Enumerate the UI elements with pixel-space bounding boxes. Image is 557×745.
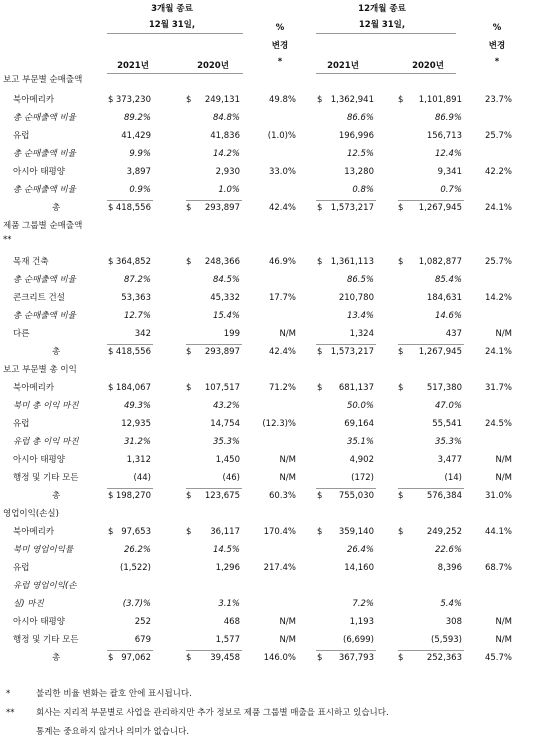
header-three-month-l2: 12월 31일, (148, 20, 196, 30)
currency-sign: $ (317, 347, 323, 357)
value-cell: 12.5% (346, 149, 374, 159)
total-rule (107, 344, 153, 345)
pct-change-cell: 60.3% (268, 491, 296, 501)
value-cell: 14.6% (434, 311, 462, 321)
header-rule (107, 33, 243, 34)
currency-sign: $ (398, 95, 404, 105)
currency-sign: $ (317, 491, 323, 501)
value-cell: 35.3% (434, 437, 462, 447)
year-header-2020: 2020년 (412, 61, 444, 71)
row-label: 총 순매출액 비율 (13, 311, 76, 321)
value-cell: 47.0% (434, 401, 462, 411)
header-twelve-month-l2: 12월 31일, (358, 20, 406, 30)
value-cell: 45,332 (210, 293, 240, 303)
row-label: 목재 건축 (13, 257, 49, 267)
row-label: 총 (52, 491, 61, 501)
value-cell: 1,573,217 (330, 347, 374, 357)
header-rule (316, 33, 456, 34)
currency-sign: $ (398, 653, 404, 663)
row-label: 다른 (13, 329, 30, 339)
section-heading: 영업이익(손실) (3, 509, 59, 519)
currency-sign: $ (108, 203, 114, 213)
pct-change-cell: 68.7% (484, 563, 512, 573)
value-cell: 43.2% (212, 401, 240, 411)
pct-change-cell: 49.8% (268, 95, 296, 105)
total-rule (398, 200, 464, 201)
section-heading: 보고 부문별 총 이익 (3, 365, 77, 375)
row-label: 행정 및 기타 모든 (13, 473, 79, 483)
value-cell: 84.8% (212, 113, 240, 123)
value-cell: 0.8% (352, 185, 374, 195)
footnote-text: 불리한 비율 변화는 괄호 안에 표시됩니다. (36, 689, 192, 699)
value-cell: 342 (134, 329, 151, 339)
value-cell: 755,030 (338, 491, 374, 501)
value-cell: 107,517 (204, 383, 240, 393)
pct-change-cell: N/M (495, 473, 512, 483)
value-cell: 156,713 (426, 131, 462, 141)
row-label: 북미 총 이익 마진 (13, 401, 79, 411)
year-header-2021: 2021년 (327, 61, 359, 71)
value-cell: 12,935 (121, 419, 151, 429)
row-label: 유럽 영업이익(손 (13, 581, 77, 591)
footnote-mark: * (6, 689, 11, 699)
total-rule (107, 488, 153, 489)
value-cell: 14,160 (344, 563, 374, 573)
value-cell: 418,556 (115, 203, 151, 213)
value-cell: 517,380 (426, 383, 462, 393)
row-label: 실) 마진 (13, 599, 44, 609)
value-cell: 210,780 (338, 293, 374, 303)
value-cell: 3,897 (126, 167, 151, 177)
pct-change-cell: N/M (495, 455, 512, 465)
value-cell: 15.4% (212, 311, 240, 321)
row-label: 행정 및 기타 모든 (13, 635, 79, 645)
value-cell: 1,101,891 (418, 95, 462, 105)
value-cell: 9.9% (129, 149, 151, 159)
value-cell: 308 (445, 617, 462, 627)
row-label: 유럽 (13, 419, 30, 429)
value-cell: 248,366 (204, 257, 240, 267)
value-cell: 1,450 (215, 455, 240, 465)
value-cell: 252,363 (426, 653, 462, 663)
pct-change-cell: 23.7% (484, 95, 512, 105)
currency-sign: $ (186, 653, 192, 663)
value-cell: 0.9% (129, 185, 151, 195)
value-cell: 4,902 (349, 455, 374, 465)
pct-change-cell: 31.7% (484, 383, 512, 393)
currency-sign: $ (186, 257, 192, 267)
pct-change-cell: 33.0% (268, 167, 296, 177)
currency-sign: $ (398, 347, 404, 357)
value-cell: 35.1% (346, 437, 374, 447)
currency-sign: $ (108, 257, 114, 267)
value-cell: 41,429 (121, 131, 151, 141)
value-cell: 293,897 (204, 347, 240, 357)
value-cell: 468 (223, 617, 240, 627)
value-cell: 49.3% (123, 401, 151, 411)
section-heading: 보고 부문별 순매출액 (3, 75, 83, 85)
value-cell: 249,131 (204, 95, 240, 105)
pct-change-cell: 24.5% (484, 419, 512, 429)
pct-change-cell: N/M (279, 473, 296, 483)
row-label: 총 순매출액 비율 (13, 185, 76, 195)
total-rule (316, 344, 376, 345)
pct-change-cell: 71.2% (268, 383, 296, 393)
pct-change-cell: 24.1% (484, 203, 512, 213)
row-label: 북아메리카 (13, 527, 55, 537)
currency-sign: $ (186, 491, 192, 501)
pct-change-cell: N/M (495, 617, 512, 627)
value-cell: 5.4% (440, 599, 462, 609)
row-label: 총 (52, 653, 61, 663)
pct-change-cell: 44.1% (484, 527, 512, 537)
currency-sign: $ (317, 257, 323, 267)
value-cell: 199 (223, 329, 240, 339)
value-cell: (46) (222, 473, 240, 483)
pct-change-cell: 45.7% (484, 653, 512, 663)
value-cell: 86.9% (434, 113, 462, 123)
currency-sign: $ (186, 95, 192, 105)
footnote-mark: ** (6, 708, 15, 718)
pct-change-cell: N/M (279, 617, 296, 627)
value-cell: 84.5% (212, 275, 240, 285)
value-cell: (6,699) (343, 635, 374, 645)
value-cell: 97,062 (121, 653, 151, 663)
value-cell: 89.2% (123, 113, 151, 123)
currency-sign: $ (186, 347, 192, 357)
total-rule (398, 488, 464, 489)
total-rule (186, 200, 242, 201)
pct-change-cell: 25.7% (484, 131, 512, 141)
value-cell: 31.2% (123, 437, 151, 447)
value-cell: 1,312 (126, 455, 151, 465)
row-label: 유럽 (13, 563, 30, 573)
value-cell: 87.2% (123, 275, 151, 285)
row-label: 아시아 태평양 (13, 617, 65, 627)
value-cell: 184,067 (115, 383, 151, 393)
currency-sign: $ (108, 383, 114, 393)
total-rule (398, 650, 464, 651)
value-cell: 1,267,945 (418, 203, 462, 213)
row-label: 유럽 (13, 131, 30, 141)
currency-sign: $ (317, 653, 323, 663)
row-label: 북아메리카 (13, 383, 55, 393)
value-cell: 26.2% (123, 545, 151, 555)
value-cell: 12.4% (434, 149, 462, 159)
pct-change-cell: 42.4% (268, 347, 296, 357)
value-cell: 1,296 (215, 563, 240, 573)
value-cell: 14,754 (210, 419, 240, 429)
value-cell: (1,522) (120, 563, 151, 573)
value-cell: 14.2% (212, 149, 240, 159)
row-label: 북미 영업이익률 (13, 545, 74, 555)
pct-header-l3: * (277, 57, 283, 67)
value-cell: 249,252 (426, 527, 462, 537)
currency-sign: $ (398, 203, 404, 213)
value-cell: 1,573,217 (330, 203, 374, 213)
value-cell: 1,577 (215, 635, 240, 645)
currency-sign: $ (186, 203, 192, 213)
pct-change-cell: N/M (495, 329, 512, 339)
pct-change-cell: (1.0)% (267, 131, 296, 141)
pct-change-cell: N/M (495, 635, 512, 645)
value-cell: 2,930 (215, 167, 240, 177)
value-cell: (44) (133, 473, 151, 483)
pct-change-cell: N/M (279, 329, 296, 339)
value-cell: 12.7% (123, 311, 151, 321)
value-cell: 35.3% (212, 437, 240, 447)
value-cell: 53,363 (121, 293, 151, 303)
pct-header-l2: 변경 (271, 41, 289, 51)
value-cell: 1,362,941 (330, 95, 374, 105)
value-cell: 1,082,877 (418, 257, 462, 267)
value-cell: 86.5% (346, 275, 374, 285)
value-cell: 13.4% (346, 311, 374, 321)
value-cell: 681,137 (338, 383, 374, 393)
value-cell: 55,541 (432, 419, 462, 429)
value-cell: 437 (445, 329, 462, 339)
value-cell: 97,653 (121, 527, 151, 537)
pct-header-l2: 변경 (488, 41, 506, 51)
section-heading: 제품 그룹별 순매출액 (3, 221, 83, 231)
value-cell: 1,361,113 (330, 257, 374, 267)
value-cell: 679 (134, 635, 151, 645)
currency-sign: $ (108, 527, 114, 537)
pct-change-cell: 14.2% (484, 293, 512, 303)
pct-change-cell: N/M (279, 635, 296, 645)
row-label: 총 (52, 203, 61, 213)
pct-change-cell: 146.0% (263, 653, 296, 663)
value-cell: 196,996 (338, 131, 374, 141)
value-cell: 184,631 (426, 293, 462, 303)
value-cell: 359,140 (338, 527, 374, 537)
pct-change-cell: (12.3)% (262, 419, 296, 429)
row-label: 아시아 태평양 (13, 455, 65, 465)
value-cell: 22.6% (434, 545, 462, 555)
value-cell: 14.5% (212, 545, 240, 555)
currency-sign: $ (186, 527, 192, 537)
value-cell: 418,556 (115, 347, 151, 357)
pct-change-cell: 24.1% (484, 347, 512, 357)
pct-change-cell: 17.7% (268, 293, 296, 303)
pct-header-l1: % (275, 23, 285, 33)
value-cell: 85.4% (434, 275, 462, 285)
value-cell: 69,164 (344, 419, 374, 429)
value-cell: 41,836 (210, 131, 240, 141)
pct-change-cell: 42.2% (484, 167, 512, 177)
value-cell: 0.7% (440, 185, 462, 195)
total-rule (186, 488, 242, 489)
value-cell: 7.2% (352, 599, 374, 609)
value-cell: 3.1% (218, 599, 240, 609)
pct-change-cell: N/M (279, 455, 296, 465)
header-rule (316, 73, 456, 74)
currency-sign: $ (398, 383, 404, 393)
header-twelve-month-l1: 12개월 종료 (358, 4, 406, 14)
currency-sign: $ (108, 491, 114, 501)
value-cell: 86.6% (346, 113, 374, 123)
value-cell: 1,193 (349, 617, 374, 627)
value-cell: (172) (351, 473, 374, 483)
currency-sign: $ (108, 347, 114, 357)
currency-sign: $ (398, 257, 404, 267)
value-cell: 364,852 (115, 257, 151, 267)
pct-change-cell: 46.9% (268, 257, 296, 267)
header-rule (107, 73, 243, 74)
row-label: 유럽 총 이익 마진 (13, 437, 79, 447)
currency-sign: $ (317, 203, 323, 213)
total-rule (107, 650, 153, 651)
value-cell: 198,270 (115, 491, 151, 501)
total-rule (398, 344, 464, 345)
value-cell: 50.0% (346, 401, 374, 411)
pct-change-cell: 217.4% (263, 563, 296, 573)
total-rule (316, 650, 376, 651)
row-label: 콘크리트 건설 (13, 293, 65, 303)
row-label: ** (3, 235, 12, 245)
value-cell: 576,384 (426, 491, 462, 501)
value-cell: 1,267,945 (418, 347, 462, 357)
value-cell: (5,593) (431, 635, 462, 645)
currency-sign: $ (398, 527, 404, 537)
header-three-month-l1: 3개월 종료 (151, 4, 193, 14)
pct-header-l3: * (494, 57, 500, 67)
row-label: 총 (52, 347, 61, 357)
row-label: 총 순매출액 비율 (13, 113, 76, 123)
value-cell: 1.0% (218, 185, 240, 195)
currency-sign: $ (317, 95, 323, 105)
total-rule (107, 200, 153, 201)
total-rule (186, 650, 242, 651)
value-cell: 367,793 (338, 653, 374, 663)
total-rule (316, 200, 376, 201)
value-cell: 373,230 (115, 95, 151, 105)
row-label: 총 순매출액 비율 (13, 149, 76, 159)
value-cell: 1,324 (349, 329, 374, 339)
currency-sign: $ (317, 383, 323, 393)
row-label: 북아메리카 (13, 95, 55, 105)
total-rule (186, 344, 242, 345)
currency-sign: $ (317, 527, 323, 537)
value-cell: 39,458 (210, 653, 240, 663)
value-cell: 252 (134, 617, 151, 627)
pct-change-cell: 25.7% (484, 257, 512, 267)
value-cell: 26.4% (346, 545, 374, 555)
row-label: 아시아 태평양 (13, 167, 65, 177)
value-cell: 293,897 (204, 203, 240, 213)
pct-change-cell: 31.0% (484, 491, 512, 501)
footnote-text: 통계는 중요하지 않거나 의미가 없습니다. (36, 727, 190, 737)
value-cell: 3,477 (437, 455, 462, 465)
pct-change-cell: 170.4% (263, 527, 296, 537)
currency-sign: $ (186, 383, 192, 393)
value-cell: 13,280 (344, 167, 374, 177)
value-cell: (14) (444, 473, 462, 483)
currency-sign: $ (108, 95, 114, 105)
value-cell: 123,675 (204, 491, 240, 501)
currency-sign: $ (398, 491, 404, 501)
year-header-2021: 2021년 (117, 61, 149, 71)
value-cell: 8,396 (437, 563, 462, 573)
year-header-2020: 2020년 (197, 61, 229, 71)
pct-change-cell: 42.4% (268, 203, 296, 213)
value-cell: 36,117 (210, 527, 240, 537)
row-label: 총 순매출액 비율 (13, 275, 76, 285)
total-rule (316, 488, 376, 489)
pct-header-l1: % (492, 23, 502, 33)
value-cell: 9,341 (437, 167, 462, 177)
currency-sign: $ (108, 653, 114, 663)
value-cell: (3.7)% (122, 599, 151, 609)
footnote-text: 회사는 지리적 부문별로 사업을 관리하지만 추가 정보로 제품 그룹별 매출을 표시하고 있습니다. (36, 708, 389, 718)
